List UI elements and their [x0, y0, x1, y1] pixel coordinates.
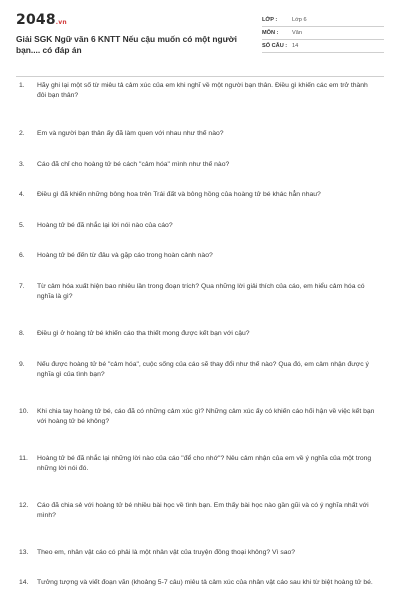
question-item	[16, 190, 384, 200]
question-text: Tưởng tượng và viết đoạn văn (khoảng 5-7 câu) miêu tả cảm xúc của nhân vật cáo sau khi từ biệt hoàng tử bé.	[37, 579, 373, 586]
question-number: 12.	[19, 502, 29, 509]
logo-main: 2048	[16, 12, 56, 28]
meta-row-count	[262, 40, 384, 53]
question-item	[16, 360, 384, 380]
document-header	[16, 12, 384, 68]
question-text: Khi chia tay hoàng tử bé, cáo đã có những cảm xúc gì? Những cảm xúc ấy có khiến cáo hối hận về việc kết bạn với hoàng tử bé không?	[37, 408, 375, 426]
question-text: Từ cảm hóa xuất hiện bao nhiêu lần trong đoạn trích? Qua những lời giải thích của cáo, em hiểu cảm hóa có nghĩa là gì?	[37, 283, 365, 301]
question-item	[16, 501, 384, 521]
question-item	[16, 578, 384, 588]
question-text: Theo em, nhân vật cáo có phải là một nhân vật của truyện đồng thoại không? Vì sao?	[37, 549, 296, 556]
meta-row-subject	[262, 27, 384, 40]
question-item	[16, 548, 384, 558]
question-number: 4.	[19, 191, 25, 198]
question-number: 7.	[19, 283, 25, 290]
question-number: 3.	[19, 161, 25, 168]
question-text: Hoàng tử bé đã nhắc lại lời nói nào của cáo?	[37, 222, 173, 229]
meta-table	[262, 14, 384, 53]
site-logo[interactable]	[16, 12, 246, 31]
question-item	[16, 407, 384, 427]
question-text: Cáo đã chỉ cho hoàng tử bé cách "cảm hóa" mình như thế nào?	[37, 161, 230, 168]
question-text: Hoàng tử bé đến từ đâu và gặp cáo trong hoàn cảnh nào?	[37, 252, 213, 259]
question-number: 5.	[19, 222, 25, 229]
question-text: Hãy ghi lại một số từ miêu tả cảm xúc của em khi nghĩ về một người bạn thân. Điều gì khiến các em trở thành đôi bạn thân?	[37, 82, 368, 100]
question-text: Hoàng tử bé đã nhắc lại những lời nào của cáo "để cho nhớ"? Nêu cảm nhận của em về ý nghĩa của một trong những lời nói đó.	[37, 455, 372, 473]
question-item	[16, 160, 384, 170]
question-text: Điều gì đã khiến những bông hoa trên Trái đất và bông hồng của hoàng tử bé khác hẳn nhau?	[37, 191, 321, 198]
question-number: 14.	[19, 579, 29, 586]
meta-value: 14	[292, 43, 299, 49]
question-number: 1.	[19, 82, 25, 89]
question-text: Điều gì ở hoàng tử bé khiến cáo tha thiết mong được kết bạn với cậu?	[37, 330, 250, 337]
question-number: 6.	[19, 252, 25, 259]
question-number: 9.	[19, 361, 25, 368]
meta-key: SỐ CÂU :	[262, 43, 288, 49]
question-item	[16, 251, 384, 261]
question-number: 10.	[19, 408, 29, 415]
question-text: Em và người bạn thân ấy đã làm quen với nhau như thế nào?	[37, 130, 224, 137]
meta-key: LỚP :	[262, 17, 278, 23]
header-left	[16, 12, 246, 56]
question-text: Nếu được hoàng tử bé "cảm hóa", cuộc sống của cáo sẽ thay đổi như thế nào? Qua đó, em cảm nhận được ý nghĩa gì của tình bạn?	[37, 361, 369, 379]
header-divider	[16, 76, 384, 77]
question-item	[16, 129, 384, 139]
question-number: 13.	[19, 549, 29, 556]
meta-value: Văn	[292, 30, 302, 36]
meta-row-grade	[262, 14, 384, 27]
question-item	[16, 81, 384, 101]
question-item	[16, 282, 384, 302]
question-text: Cáo đã chia sẻ với hoàng tử bé nhiều bài học về tình bạn. Em thấy bài học nào gần gũi và có ý nghĩa nhất với mình?	[37, 502, 369, 520]
document-title: Giải SGK Ngữ văn 6 KNTT Nếu cậu muốn có một người bạn.... có đáp án	[16, 34, 237, 55]
logo-suffix: .vn	[55, 19, 67, 26]
question-number: 2.	[19, 130, 25, 137]
meta-key: MÔN :	[262, 30, 279, 36]
question-item	[16, 329, 384, 339]
question-number: 11.	[19, 455, 28, 462]
meta-value: Lớp 6	[292, 17, 307, 23]
question-item	[16, 454, 384, 474]
question-item	[16, 221, 384, 231]
question-number: 8.	[19, 330, 25, 337]
